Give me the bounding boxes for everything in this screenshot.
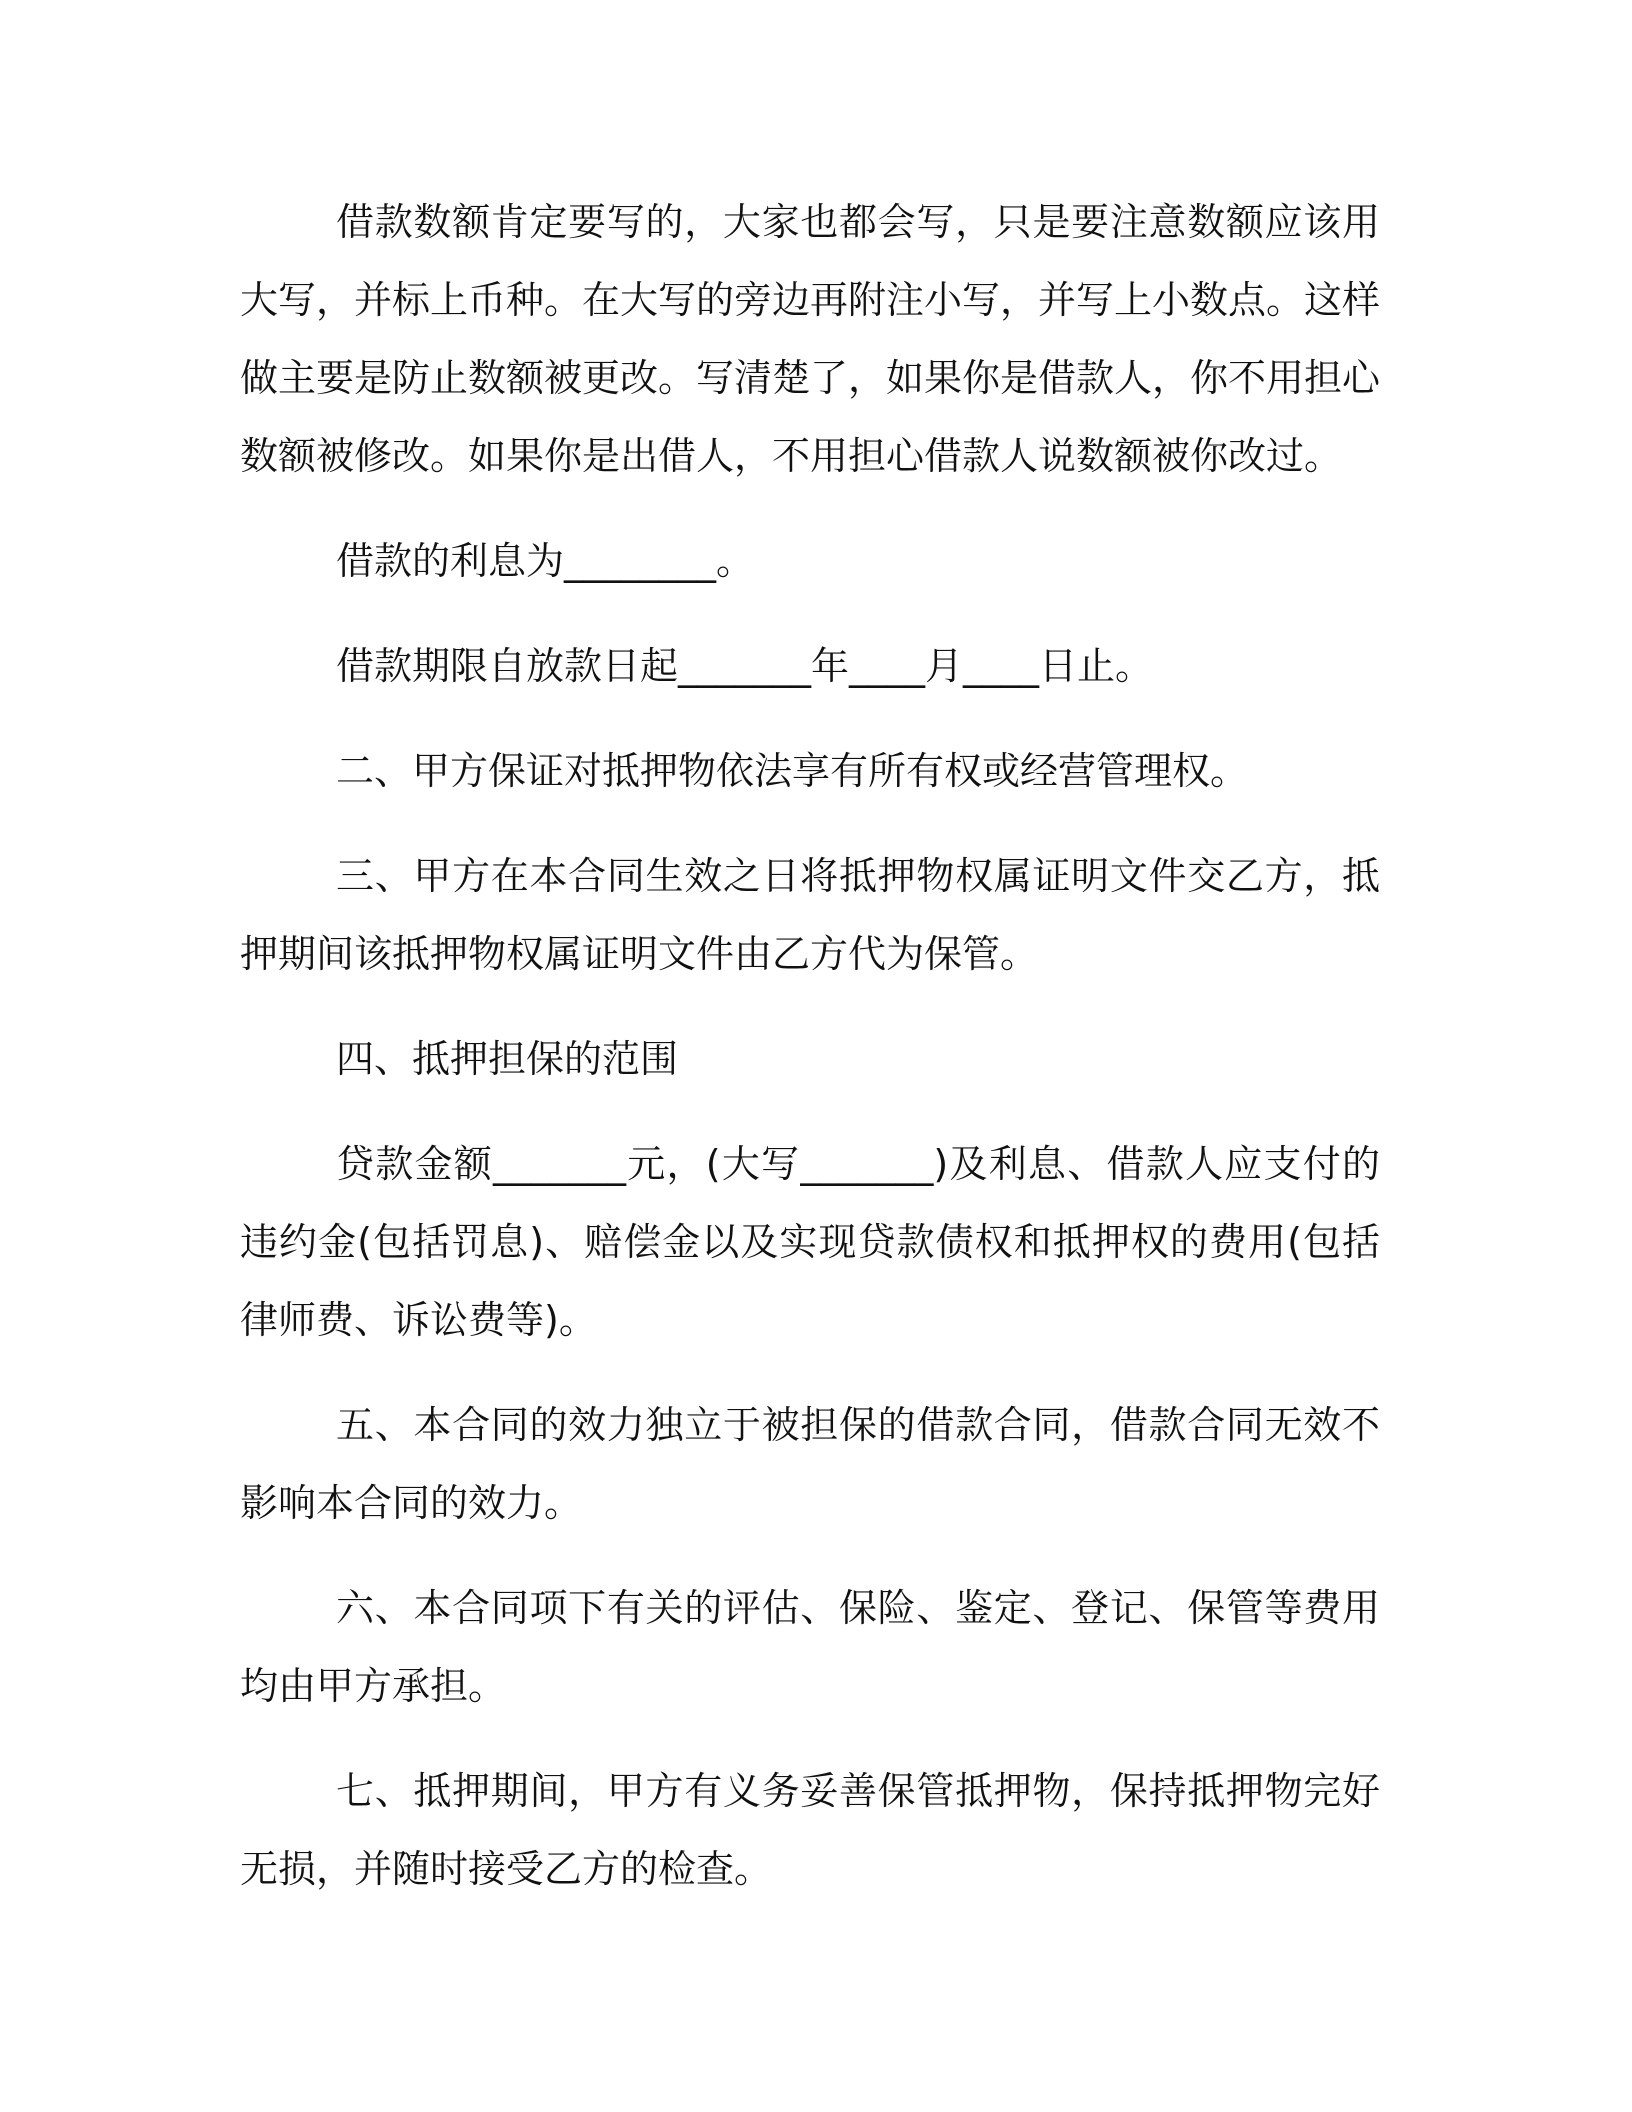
paragraph-interest: 借款的利息为________。 <box>336 539 755 583</box>
clause-5: 五、本合同的效力独立于被担保的借款合同，借款合同无效不影响本合同的效力。 <box>240 1403 1380 1525</box>
clause-4-body: 贷款金额_______元，(大写_______)及利息、借款人应支付的违约金(包括罚息)、赔偿金以及实现贷款债权和抵押权的费用(包括律师费、诉讼费等)。 <box>240 1142 1380 1342</box>
clause-6: 六、本合同项下有关的评估、保险、鉴定、登记、保管等费用均由甲方承担。 <box>240 1586 1380 1708</box>
paragraph-loan-term: 借款期限自放款日起_______年____月____日止。 <box>336 644 1154 688</box>
clause-2: 二、甲方保证对抵押物依法享有所有权或经营管理权。 <box>336 749 1249 793</box>
paragraph-loan-amount-note: 借款数额肯定要写的，大家也都会写，只是要注意数额应该用大写，并标上币种。在大写的旁边再附注小写，并写上小数点。这样做主要是防止数额被更改。写清楚了，如果你是借款人，你不用担心数额被修改。如果你是出借人，不用担心借款人说数额被你改过。 <box>240 200 1381 478</box>
clause-4-heading: 四、抵押担保的范围 <box>336 1037 679 1081</box>
document-body <box>240 183 1380 1908</box>
clause-3: 三、甲方在本合同生效之日将抵押物权属证明文件交乙方，抵押期间该抵押物权属证明文件由乙方代为保管。 <box>240 854 1380 976</box>
clause-7: 七、抵押期间，甲方有义务妥善保管抵押物，保持抵押物完好无损，并随时接受乙方的检查。 <box>240 1769 1380 1891</box>
